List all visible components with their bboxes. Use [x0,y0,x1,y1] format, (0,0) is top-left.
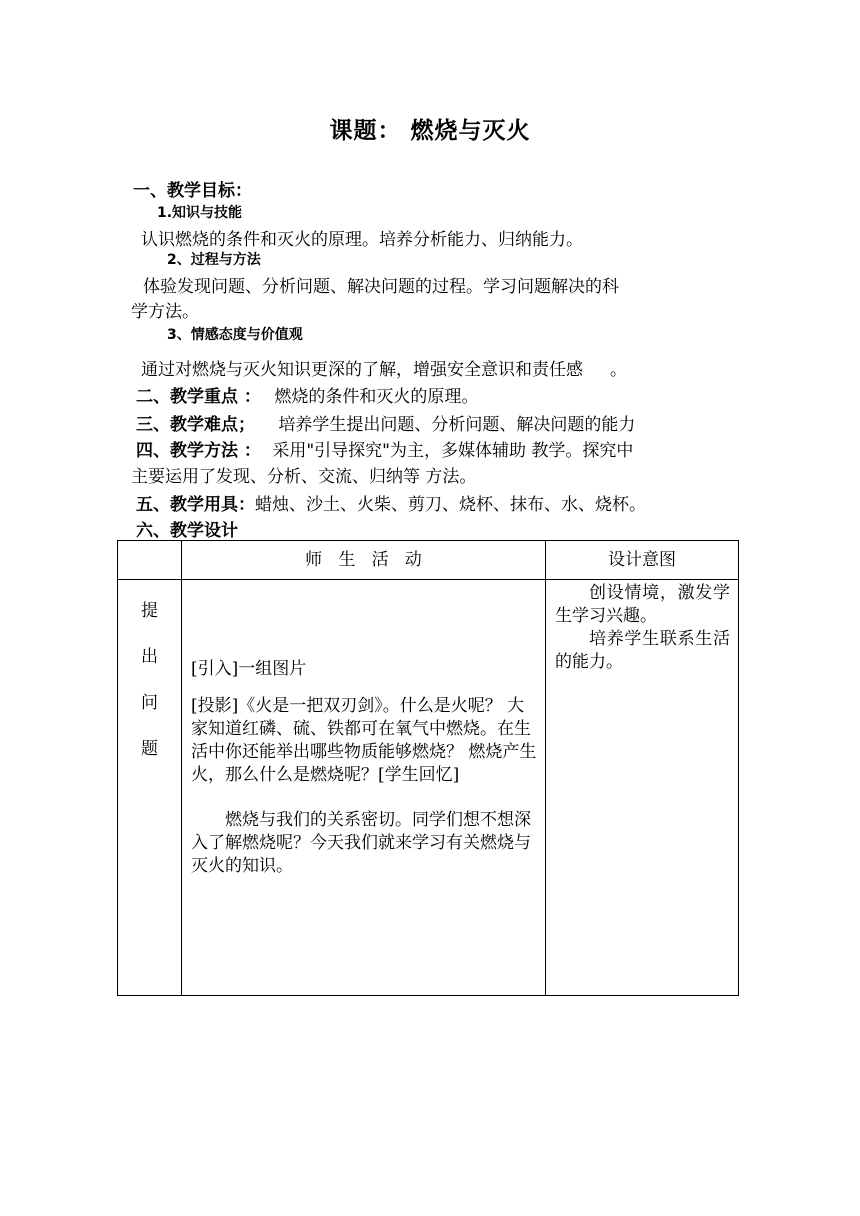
activity-projection: [投影]《火是一把双刃剑》。什么是火呢？ 大家知道红磷、硫、铁都可在氧气中燃烧。在生活中你还能举出哪些物质能够燃烧？ 燃烧产生火，那么什么是燃烧呢？[学生回忆] [191,696,537,785]
activity-intro: [引入]一组图片 [191,659,307,679]
tools-label: 五、教学用具： [136,495,255,515]
stage-char: 提 [141,601,158,621]
process-method-label: 2、过程与方法 [167,252,261,268]
key-points-label: 二、教学重点 ： [136,387,261,407]
difficulties-label: 三、教学难点； [136,415,255,435]
stage-char: 出 [141,647,158,667]
key-points-row [136,382,478,407]
stage-header-cell [118,541,182,580]
emotion-values-text: 通过对燃烧与灭火知识更深的了解，增强安全意识和责任感 。 [141,360,628,380]
intent-cell [546,580,739,996]
methods-text-line2: 主要运用了发现、分析、交流、归纳等 方法。 [131,467,477,487]
methods-row [136,436,633,461]
table-row [118,580,739,996]
activity-cell [182,580,546,996]
intent-line: 创设情境，激发学生学习兴趣。 [555,583,730,626]
page-title: 课题： 燃烧与灭火 [329,118,531,144]
tools-row [136,490,646,515]
process-method-text-line1: 体验发现问题、分析问题、解决问题的过程。学习问题解决的科 [143,277,619,297]
stage-char: 题 [141,739,158,759]
table-header-row [118,541,739,580]
activity-closing: 燃烧与我们的关系密切。同学们想不想深入了解燃烧呢？今天我们就来学习有关燃烧与灭火的知识。 [191,810,531,876]
tools-text: 蜡烛、沙土、火柴、剪刀、烧杯、抹布、水、烧杯。 [255,495,646,515]
knowledge-skills-text: 认识燃烧的条件和灭火的原理。培养分析能力、归纳能力。 [141,230,583,250]
difficulties-text: 培养学生提出问题、分析问题、解决问题的能力 [278,415,636,435]
emotion-values-label: 3、情感态度与价值观 [167,327,303,343]
knowledge-skills-label: 1.知识与技能 [157,205,243,221]
methods-text-line1: 采用"引导探究"为主，多媒体辅助 教学。探究中 [272,441,634,461]
methods-label: 四、教学方法 ： [136,441,261,461]
intent-header: 设计意图 [546,541,739,580]
process-method-text-line2: 学方法。 [131,302,199,322]
activity-header: 师 生 活 动 [182,541,546,580]
objectives-heading: 一、教学目标： [133,181,252,201]
difficulties-row [136,410,635,435]
stage-cell [118,580,182,996]
intent-line: 培养学生联系生活的能力。 [555,629,730,672]
design-heading: 六、教学设计 [136,521,238,541]
lesson-design-table [117,540,739,996]
key-points-text: 燃烧的条件和灭火的原理。 [274,387,479,407]
stage-char: 问 [141,693,158,713]
